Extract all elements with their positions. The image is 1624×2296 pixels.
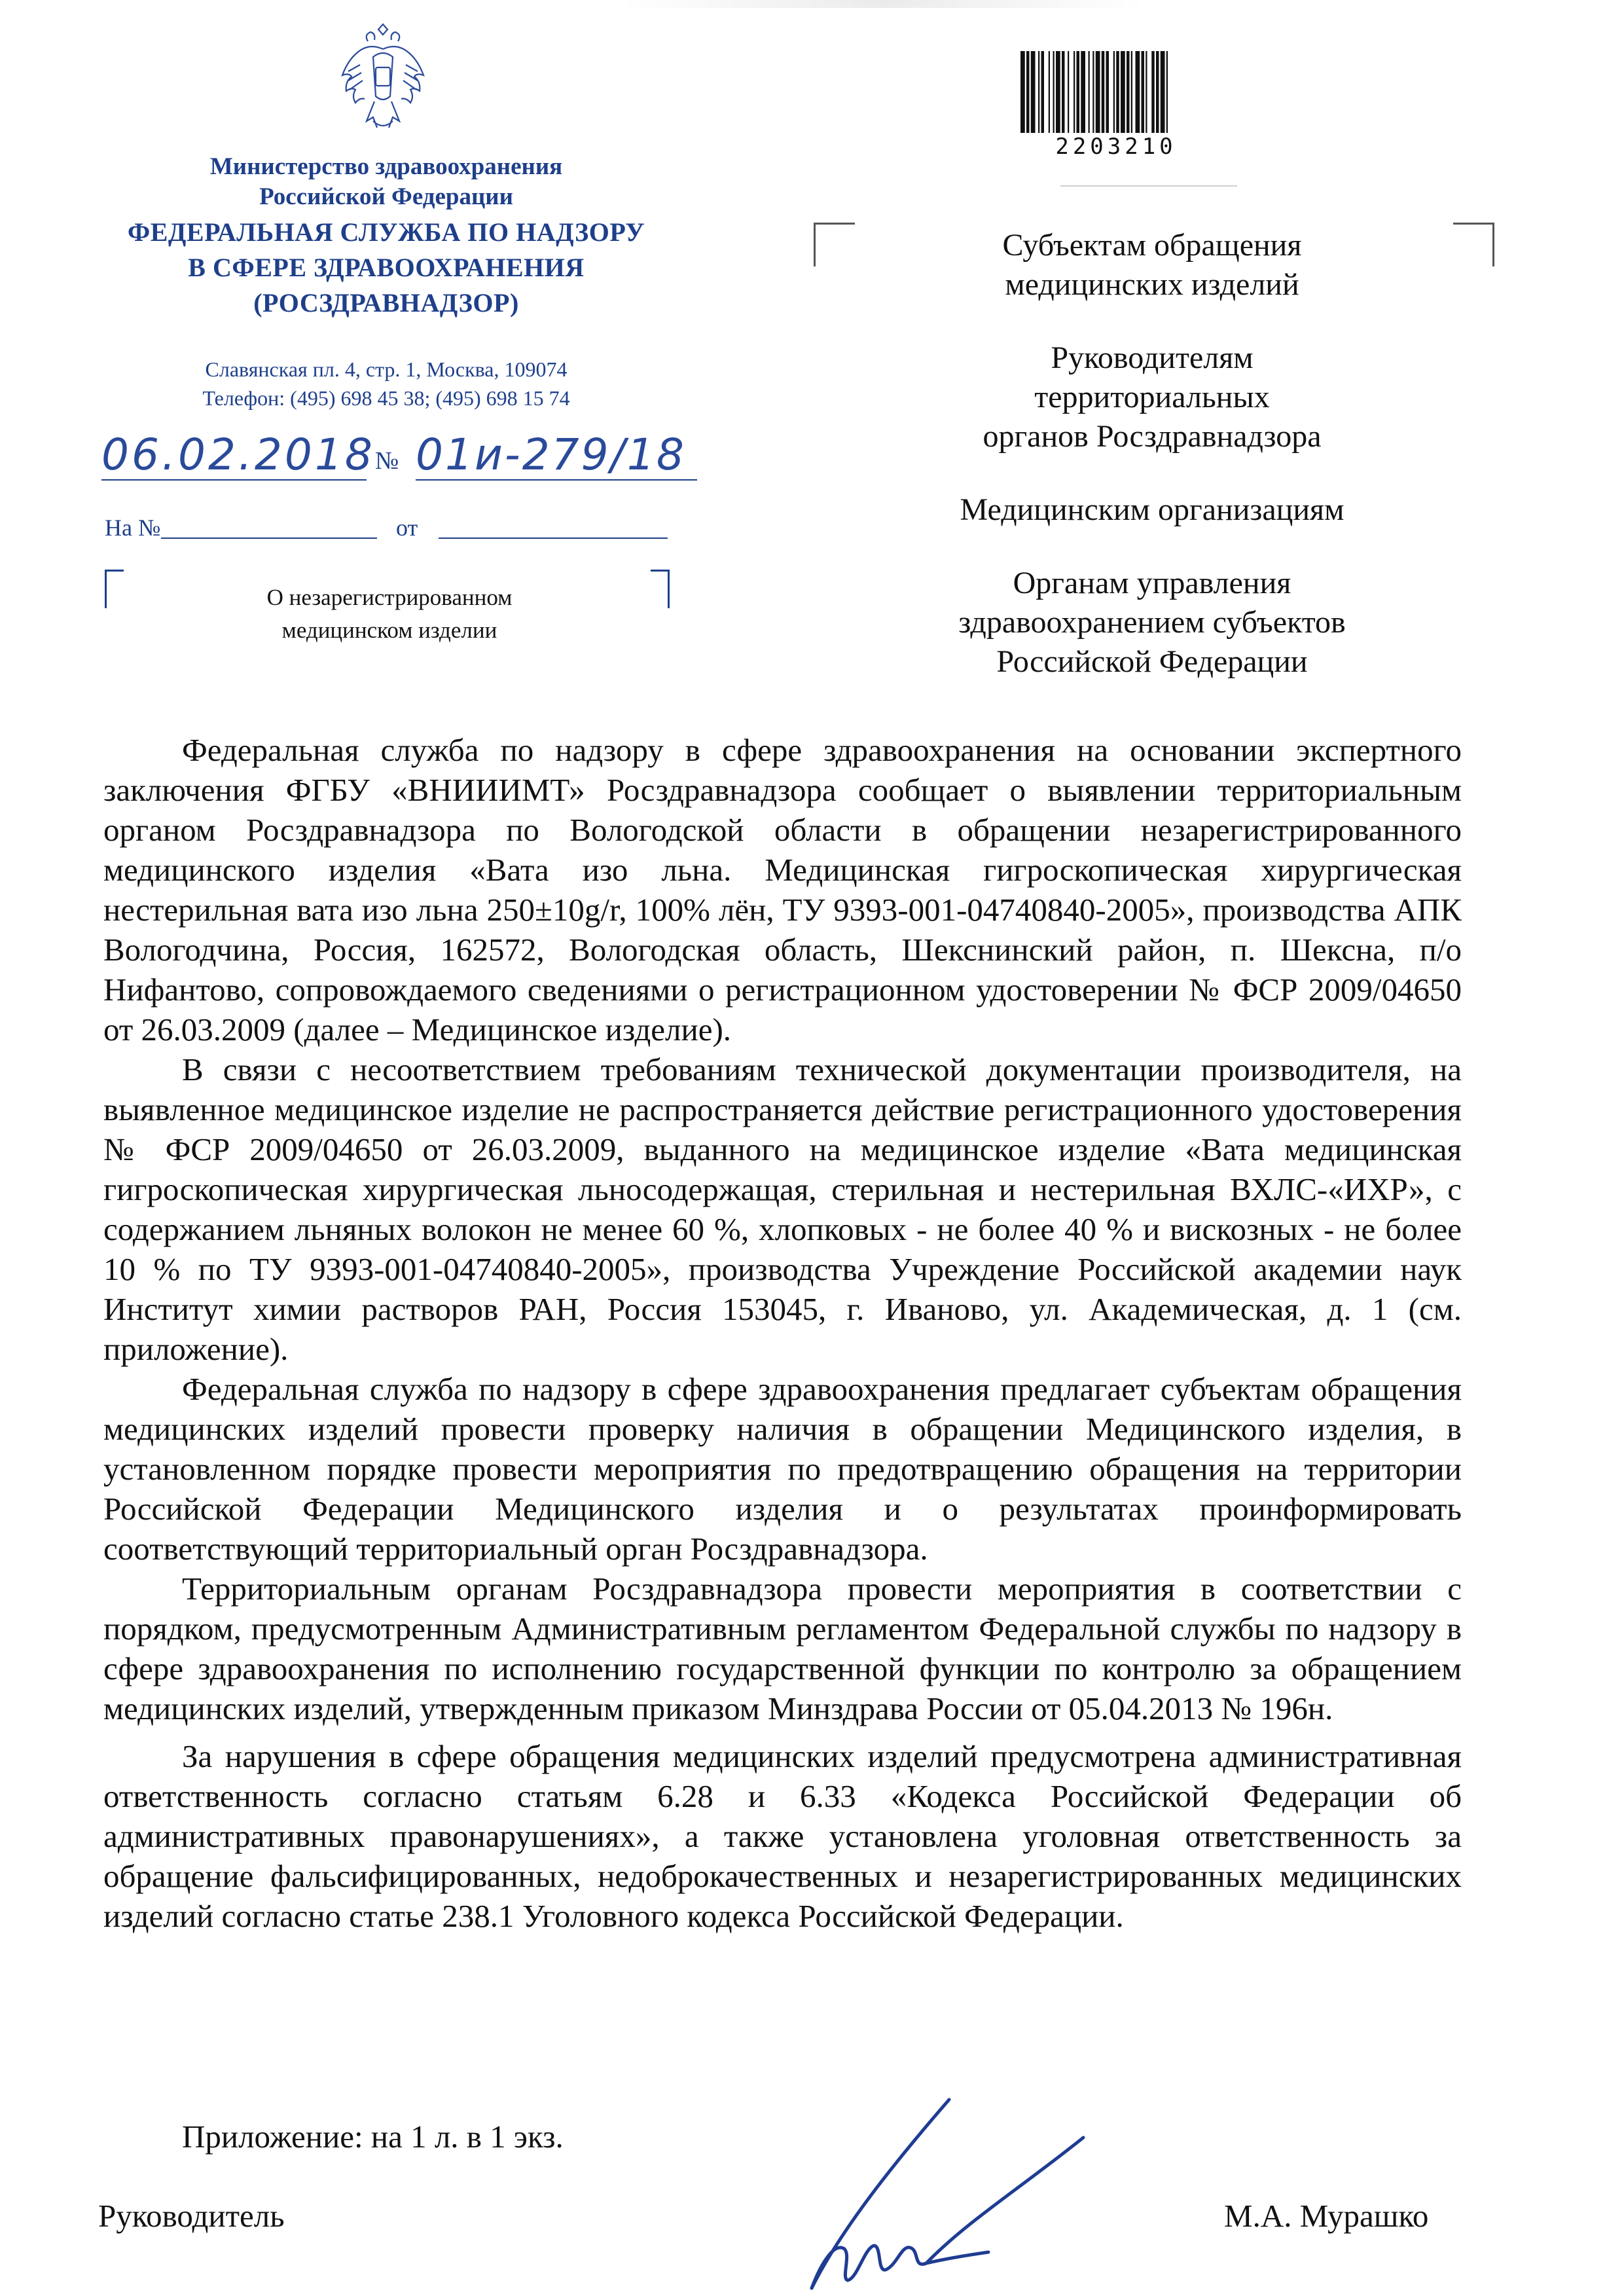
addressee-line: Субъектам обращения [1002,228,1302,263]
addressee-line: Медицинским организациям [960,492,1344,527]
addressee-line: Органам управления [1013,566,1291,600]
addressee-1 [857,226,1447,304]
addressee-4 [857,564,1447,682]
registration-number: 01и-279/18 [416,429,686,480]
body-paragraph-3: Федеральная служба по надзору в сфере здравоохранения предлагает субъектам обращения медицинских изделий провести проверку наличия в обращении Медицинского изделия, в установленном порядке провести мероприятия по предотвращению обращения на территории Российской Федерации Медицинского изделия и о результатах проинформировать соответствующий территориальный орган Росздравнадзора. [103,1371,1462,1567]
signature-icon [730,2092,1123,2296]
reply-no-label: На № [105,515,161,541]
number-underline [416,479,697,481]
ministry-line-1: Министерство здравоохранения [209,153,563,180]
subject-bracket-left [105,570,124,608]
addressee-line: медицинских изделий [1005,267,1299,302]
registration-date: 06.02.2018 [101,429,375,480]
letter-body [103,730,1462,1936]
subject-line-2: медицинском изделии [281,617,497,643]
addressee-line: территориальных [1034,380,1270,414]
appendix-note: Приложение: на 1 л. в 1 экз. [182,2119,564,2155]
service-line-1: ФЕДЕРАЛЬНАЯ СЛУЖБА ПО НАДЗОРУ [127,217,645,247]
service-line-2: В СФЕРЕ ЗДРАВООХРАНЕНИЯ [188,253,585,282]
service-line-3: (РОСЗДРАВНАДЗОР) [253,288,519,318]
addressee-line: здравоохранением субъектов [958,605,1346,640]
body-paragraph-1: Федеральная служба по надзору в сфере здравоохранения на основании экспертного заключения ФГБУ «ВНИИИМТ» Росздравнадзора сообщает о выявлении территориальным органом Росздравнадзора по Вологодской области в обращении незарегистрированного медицинского изделия «Вата изо льна. Медицинская гигроскопическая хирургическая нестерильная вата изо льна 250±10g/r, 100% лён, ТУ 9393-001-04740840-2005», производства АПК Вологодчина, Россия, 162572, Вологодская область, Шекснинский район, п. Шексна, п/о Нифантово, сопровождаемого сведениями о регистрационном удостоверении № ФСР 2009/04650 от 26.03.2009 (далее – Медицинское изделие). [103,732,1462,1048]
reply-from-label: от [396,515,418,541]
barcode-icon [1018,51,1214,139]
registration-line [101,429,710,484]
body-paragraph-2: В связи с несоответствием требованиям технической документации производителя, на выявленное медицинское изделие не распространяется действие регистрационного удостоверения № ФСР 2009/04650 от 26.03.2009, выданного на медицинское изделие «Вата медицинская гигроскопическая хирургическая льносодержащая, стерильная и нестерильная ВХЛС-«ИХР», с содержанием льняных волокон не менее 60 %, хлопковых - не более 40 % и вискозных - не более 10 % по ТУ 9393-001-04740840-2005», производства Учреждение Российской академии наук Институт химии растворов РАН, Россия 153045, г. Иваново, ул. Академическая, д. 1 (см. приложение). [103,1051,1462,1367]
letter-subject [164,581,615,647]
addressee-line: Российской Федерации [996,644,1308,679]
reply-reference [105,514,674,547]
date-underline [101,479,367,481]
scan-smudge [622,0,1146,8]
ministry-name [98,152,674,212]
body-paragraph-5: За нарушения в сфере обращения медицинских изделий предусмотрена административная ответственность согласно статьям 6.28 и 6.33 «Кодекса Российской Федерации об административных правонарушениях», а также установлена уголовная ответственность за обращение фальсифицированных, недоброкачественных и незарегистрированных медицинских изделий согласно статье 238.1 Уголовного кодекса Российской Федерации. [103,1738,1462,1934]
addressee-line: Руководителям [1051,340,1254,375]
addressee-line: органов Росздравнадзора [983,419,1322,454]
addressee-bracket-left [814,223,855,266]
subject-bracket-right [651,570,670,608]
service-name [79,215,694,321]
body-paragraph-4: Территориальным органам Росздравнадзора провести мероприятия в соответствии с порядком, предусмотренным Административным регламентом Федеральной службы по надзору в сфере здравоохранения по исполнению государственной функции по контролю за обращением медицинских изделий, утвержденным приказом Минздрава России от 05.04.2013 № 196н. [103,1571,1462,1726]
address-line: Славянская пл. 4, стр. 1, Москва, 109074 [205,357,568,381]
addressee-bracket-right [1453,223,1494,266]
subject-line-1: О незарегистрированном [266,585,513,610]
coat-of-arms-icon [334,23,432,144]
addressee-3 [857,490,1447,530]
addressee-2 [857,338,1447,456]
addressee-block [857,226,1447,716]
phone-line: Телефон: (495) 698 45 38; (495) 698 15 74 [202,386,570,410]
barcode-rule [1060,185,1237,187]
signer-name: М.А. Мурашко [1224,2198,1429,2234]
registration-no-label: № [375,447,399,475]
barcode-number: 2203210 [1055,134,1177,160]
signer-title: Руководитель [98,2198,285,2234]
reply-from-blank [439,538,668,539]
reply-no-blank [161,538,377,539]
letterhead-address [98,355,674,412]
ministry-line-2: Российской Федерации [259,183,513,210]
